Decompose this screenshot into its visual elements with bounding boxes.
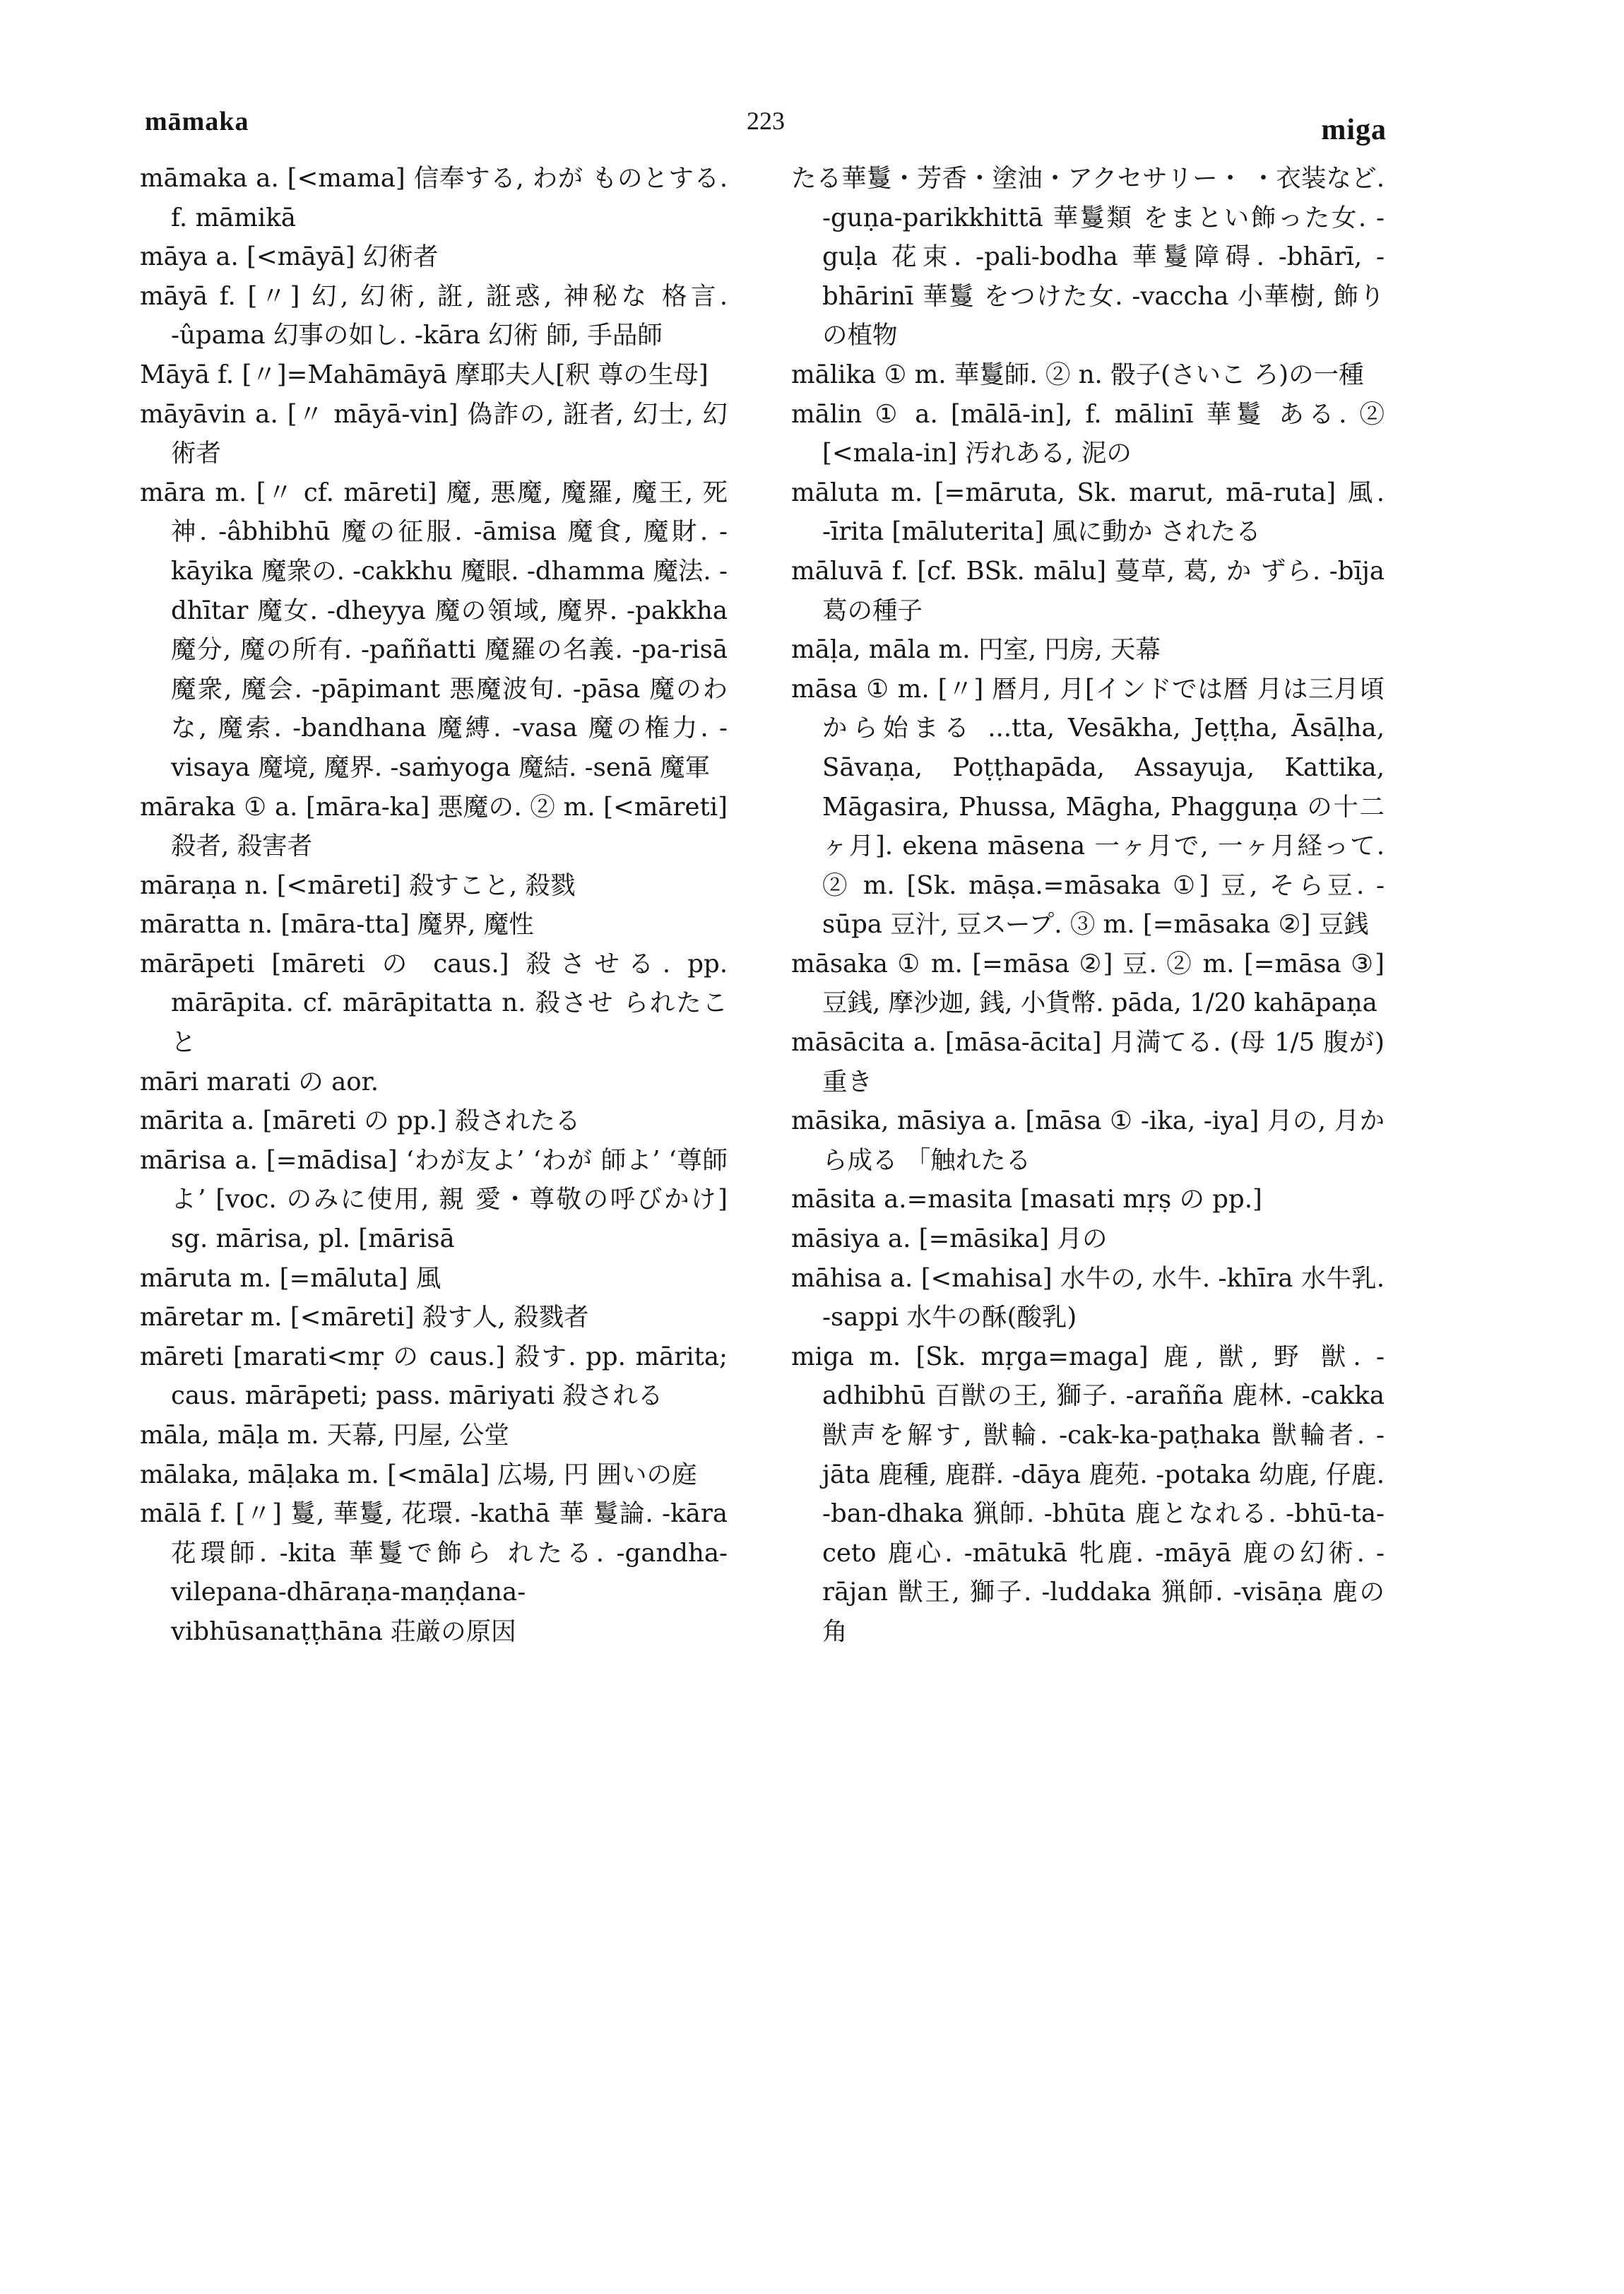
dictionary-entry: mālaka, māḷaka m. [<māla] 広場, 円 囲いの庭 — [140, 1460, 697, 1489]
dictionary-entry: māluta m. [=māruta, Sk. marut, mā-ruta] 風. -īrita [māluterita] 風に動か されたる — [791, 478, 1385, 547]
dictionary-entry: たる華鬘・芳香・塗油・アクセサリー・ ・衣装など. -guṇa-parikkhittā 華鬘類 をまとい飾った女. -guḷa 花束. -pali-bodha 華鬘障碍. -bhārī, -bhārinī 華鬘 をつけた女. -vaccha 小華樹, 飾りの植物 — [791, 164, 1385, 350]
dictionary-entry: mālā f. [〃] 鬘, 華鬘, 花環. -kathā 華 鬘論. -kāra 花環師. -kita 華鬘で飾ら れたる. -gandha-vilepana-dhāraṇa-maṇḍana-vibhūsanaṭṭhāna 荘厳の原因 — [140, 1499, 728, 1646]
dictionary-entry: māsika, māsiya a. [māsa ① -ika, -iya] 月の, 月から成る 「触れたる — [791, 1106, 1385, 1175]
dictionary-entry: māmaka a. [<mama] 信奉する, わが ものとする. f. māmikā — [140, 164, 728, 232]
dictionary-entry: māluvā f. [cf. BSk. mālu] 蔓草, 葛, か ずら. -bīja 葛の種子 — [791, 556, 1385, 625]
dictionary-entry: māratta n. [māra-tta] 魔界, 魔性 — [140, 910, 534, 940]
dictionary-entry: mārisa a. [=mādisa] ‘わが友よ’ ‘わが 師よ’ ‘尊師よ’ [voc. のみに使用, 親 愛・尊敬の呼びかけ] sg. mārisa, pl. [mārisā — [140, 1145, 728, 1254]
dictionary-entry: mālika ① m. 華鬘師. ② n. 骰子(さいこ ろ)の一種 — [791, 360, 1364, 389]
dictionary-entry: māraṇa n. [<māreti] 殺すこと, 殺戮 — [140, 870, 576, 900]
dictionary-entry: māretar m. [<māreti] 殺す人, 殺戮者 — [140, 1303, 589, 1332]
dictionary-entry: māri marati の aor. — [140, 1067, 379, 1096]
dictionary-entry: māla, māḷa m. 天幕, 円屋, 公堂 — [140, 1421, 509, 1450]
dictionary-entry: māsaka ① m. [=māsa ②] 豆. ② m. [=māsa ③] 豆銭, 摩沙迦, 銭, 小貨幣. pāda, 1/20 kahāpaṇa — [791, 949, 1385, 1018]
dictionary-entry: māruta m. [=māluta] 風 — [140, 1263, 441, 1293]
dictionary-entry: Māyā f. [〃]=Mahāmāyā 摩耶夫人[釈 尊の生母] — [140, 360, 709, 389]
left-guide-word: māmaka — [145, 107, 249, 136]
dictionary-entry: māyāvin a. [〃 māyā-vin] 偽詐の, 誑者, 幻士, 幻術者 — [140, 399, 728, 468]
dictionary-entry: māsita a.=masita [masati mṛṣ の pp.] — [791, 1185, 1262, 1214]
dictionary-entry: mārāpeti [māreti の caus.] 殺させる. pp. mārāpita. cf. mārāpitatta n. 殺させ られたこと — [140, 949, 728, 1058]
dictionary-entry: māsa ① m. [〃] 暦月, 月[インドでは暦 月は三月頃から始まる ...tta, Vesākha, Jeṭṭha, Āsāḷha, Sāvaṇa, Poṭṭhapāda, Assayuja, Kattika, Māgasira, Phussa, Māgha, Phagguṇa の十二ヶ月]. ekena māsena 一ヶ月で, 一ヶ月経って. ② m. [Sk. māṣa.=māsaka ①] 豆, そら豆. -sūpa 豆汁, 豆スープ. ③ m. [=māsaka ②] 豆銭 — [791, 674, 1385, 940]
page-number: 223 — [747, 107, 785, 135]
dictionary-entry: māḷa, māla m. 円室, 円房, 天幕 — [791, 635, 1161, 665]
dictionary-entry: māsācita a. [māsa-ācita] 月満てる. (母 1/5 腹が)重き — [791, 1028, 1385, 1096]
dictionary-entry: māreti [marati<mṛ の caus.] 殺す. pp. mārita; caus. mārāpeti; pass. māriyati 殺される — [140, 1342, 728, 1411]
dictionary-entry: māsiya a. [=māsika] 月の — [791, 1224, 1108, 1254]
right-guide-word: miga — [1321, 114, 1387, 146]
dictionary-entry: māya a. [<māyā] 幻術者 — [140, 242, 439, 272]
dictionary-entry: miga m. [Sk. mṛga=maga] 鹿, 獣, 野 獣. -adhibhū 百獣の王, 獅子. -arañña 鹿林. -cakka 獣声を解す, 獣輪. -cak-ka-paṭhaka 獣輪者. -jāta 鹿種, 鹿群. -dāya 鹿苑. -potaka 幼鹿, 仔鹿. -ban-dhaka 猟師. -bhūta 鹿となれる. -bhū-ta-ceto 鹿心. -mātukā 牝鹿. -māyā 鹿の幻術. -rājan 獣王, 獅子. -luddaka 猟師. -visāṇa 鹿の角 — [791, 1342, 1385, 1646]
running-header — [145, 106, 1387, 155]
dictionary-entry: māraka ① a. [māra-ka] 悪魔の. ② m. [<māreti] 殺者, 殺害者 — [140, 792, 728, 861]
dictionary-entry: mārita a. [māreti の pp.] 殺されたる — [140, 1106, 581, 1136]
right-column — [791, 159, 1385, 1652]
dictionary-entry: māhisa a. [<mahisa] 水牛の, 水牛. -khīra 水牛乳. -sappi 水牛の酥(酸乳) — [791, 1263, 1385, 1332]
dictionary-entry: mālin ① a. [mālā-in], f. mālinī 華鬘 ある. ② [<mala-in] 汚れある, 泥の — [791, 399, 1385, 468]
dictionary-entry: māra m. [〃 cf. māreti] 魔, 悪魔, 魔羅, 魔王, 死神. -âbhibhū 魔の征服. -āmisa 魔食, 魔財. -kāyika 魔衆の. -cakkhu 魔眼. -dhamma 魔法. -dhītar 魔女. -dheyya 魔の領域, 魔界. -pakkha 魔分, 魔の所有. -paññatti 魔羅の名義. -pa-risā 魔衆, 魔会. -pāpimant 悪魔波旬. -pāsa 魔のわな, 魔索. -bandhana 魔縛. -vasa 魔の権力. -visaya 魔境, 魔界. -saṁyoga 魔結. -senā 魔軍 — [140, 478, 728, 782]
left-column — [140, 159, 728, 1652]
dictionary-entry: māyā f. [〃] 幻, 幻術, 誑, 誑惑, 神秘な 格言. -ûpama 幻事の如し. -kāra 幻術 師, 手品師 — [140, 281, 728, 350]
